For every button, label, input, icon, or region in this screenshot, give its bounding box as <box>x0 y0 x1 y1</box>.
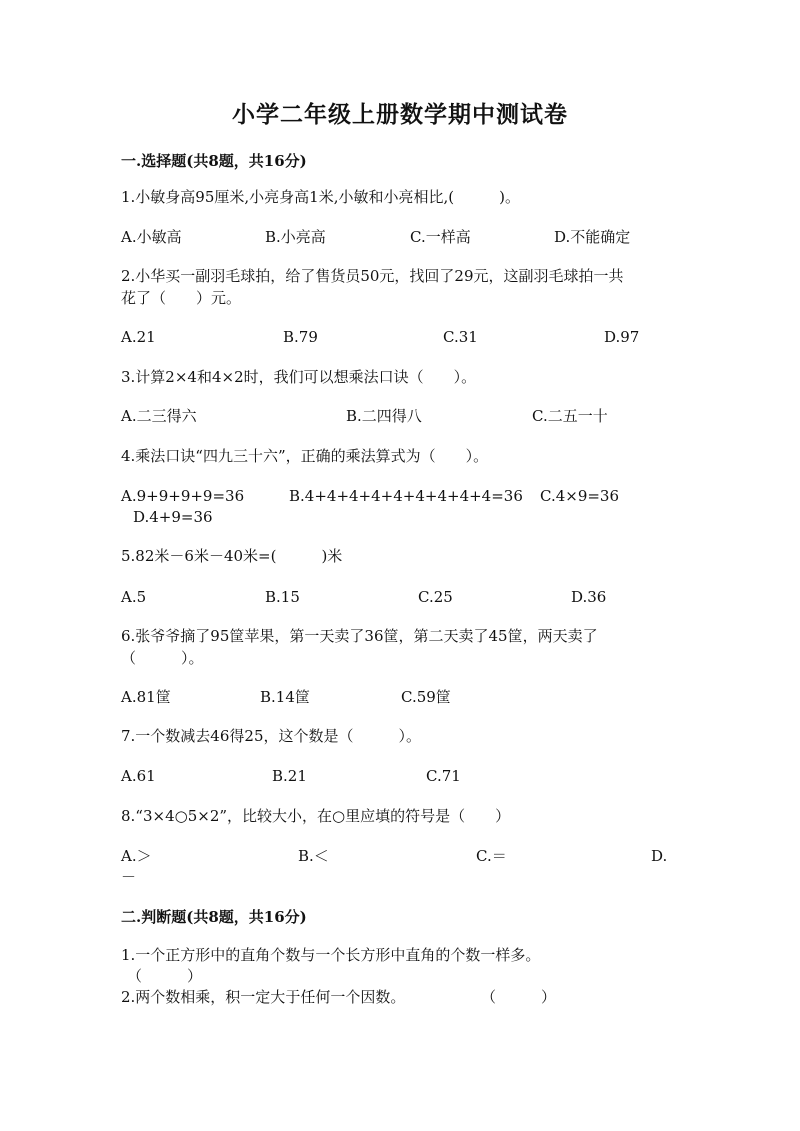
question-3-option-c: C.二五一十 <box>532 407 608 425</box>
question-8-option-d: D. <box>651 847 668 865</box>
question-2-option-d: D.97 <box>604 328 640 346</box>
question-4-stem: 4.乘法口诀“四九三十六”，正确的乘法算式为（ ）。 <box>121 447 489 465</box>
question-8-option-c: C.＝ <box>476 847 507 865</box>
question-3-stem: 3.计算2×4和4×2时，我们可以想乘法口诀（ ）。 <box>121 368 477 386</box>
question-8-stem: 8.“3×4○5×2”，比较大小，在○里应填的符号是（ ） <box>121 807 511 825</box>
question-7-option-b: B.21 <box>272 767 307 785</box>
page-title: 小学二年级上册数学期中测试卷 <box>232 101 568 128</box>
question-6-option-c: C.59筐 <box>401 688 451 706</box>
question-5-option-c: C.25 <box>418 588 453 606</box>
question-7-option-a: A.61 <box>121 767 156 785</box>
question-4-option-b: B.4+4+4+4+4+4+4+4+4=36 <box>289 487 523 505</box>
question-7-stem: 7.一个数减去46得25，这个数是（ ）。 <box>121 727 421 745</box>
question-6-option-a: A.81筐 <box>121 688 171 706</box>
question-6-stem-line1: 6.张爷爷摘了95筐苹果，第一天卖了36筐，第二天卖了45筐，两天卖了 <box>121 627 598 645</box>
question-7-option-c: C.71 <box>426 767 461 785</box>
question-4-option-a: A.9+9+9+9=36 <box>121 487 245 505</box>
judgement-1-stem: 1.一个正方形中的直角个数与一个长方形中直角的个数一样多。 <box>121 946 541 964</box>
question-6-stem-line2: （ ）。 <box>121 649 204 667</box>
question-3-option-b: B.二四得八 <box>346 407 422 425</box>
judgement-2-answer-blank: （ ） <box>481 988 557 1006</box>
question-2-stem-line2: 花了（ ）元。 <box>121 289 242 307</box>
question-2-option-b: B.79 <box>283 328 318 346</box>
question-6-option-b: B.14筐 <box>260 688 310 706</box>
judgement-1-answer-blank: （ ） <box>127 967 203 985</box>
question-1-option-a: A.小敏高 <box>121 228 182 246</box>
question-5-option-a: A.5 <box>121 588 147 606</box>
question-8-option-a: A.＞ <box>121 847 152 865</box>
question-1-option-b: B.小亮高 <box>265 228 326 246</box>
question-5-option-b: B.15 <box>265 588 300 606</box>
question-1-option-d: D.不能确定 <box>554 228 631 246</box>
question-1-stem: 1.小敏身高95厘米,小亮身高1米,小敏和小亮相比,( )。 <box>121 188 520 206</box>
question-5-stem: 5.82米－6米－40米=( )米 <box>121 547 343 565</box>
question-3-option-a: A.二三得六 <box>121 407 197 425</box>
question-4-option-d: D.4+9=36 <box>133 508 213 526</box>
question-1-option-c: C.一样高 <box>410 228 471 246</box>
question-5-option-d: D.36 <box>571 588 607 606</box>
question-2-option-a: A.21 <box>121 328 156 346</box>
judgement-2-stem: 2.两个数相乘，积一定大于任何一个因数。 <box>121 988 406 1006</box>
section-header-judgement: 二.判断题(共8题，共16分) <box>121 908 307 926</box>
question-8-option-b: B.＜ <box>298 847 329 865</box>
section-header-choice: 一.选择题(共8题，共16分) <box>121 152 307 170</box>
question-2-stem-line1: 2.小华买一副羽毛球拍，给了售货员50元，找回了29元，这副羽毛球拍一共 <box>121 267 624 285</box>
question-2-option-c: C.31 <box>443 328 478 346</box>
question-4-option-c: C.4×9=36 <box>540 487 620 505</box>
question-8-option-d-value: － <box>121 868 137 886</box>
